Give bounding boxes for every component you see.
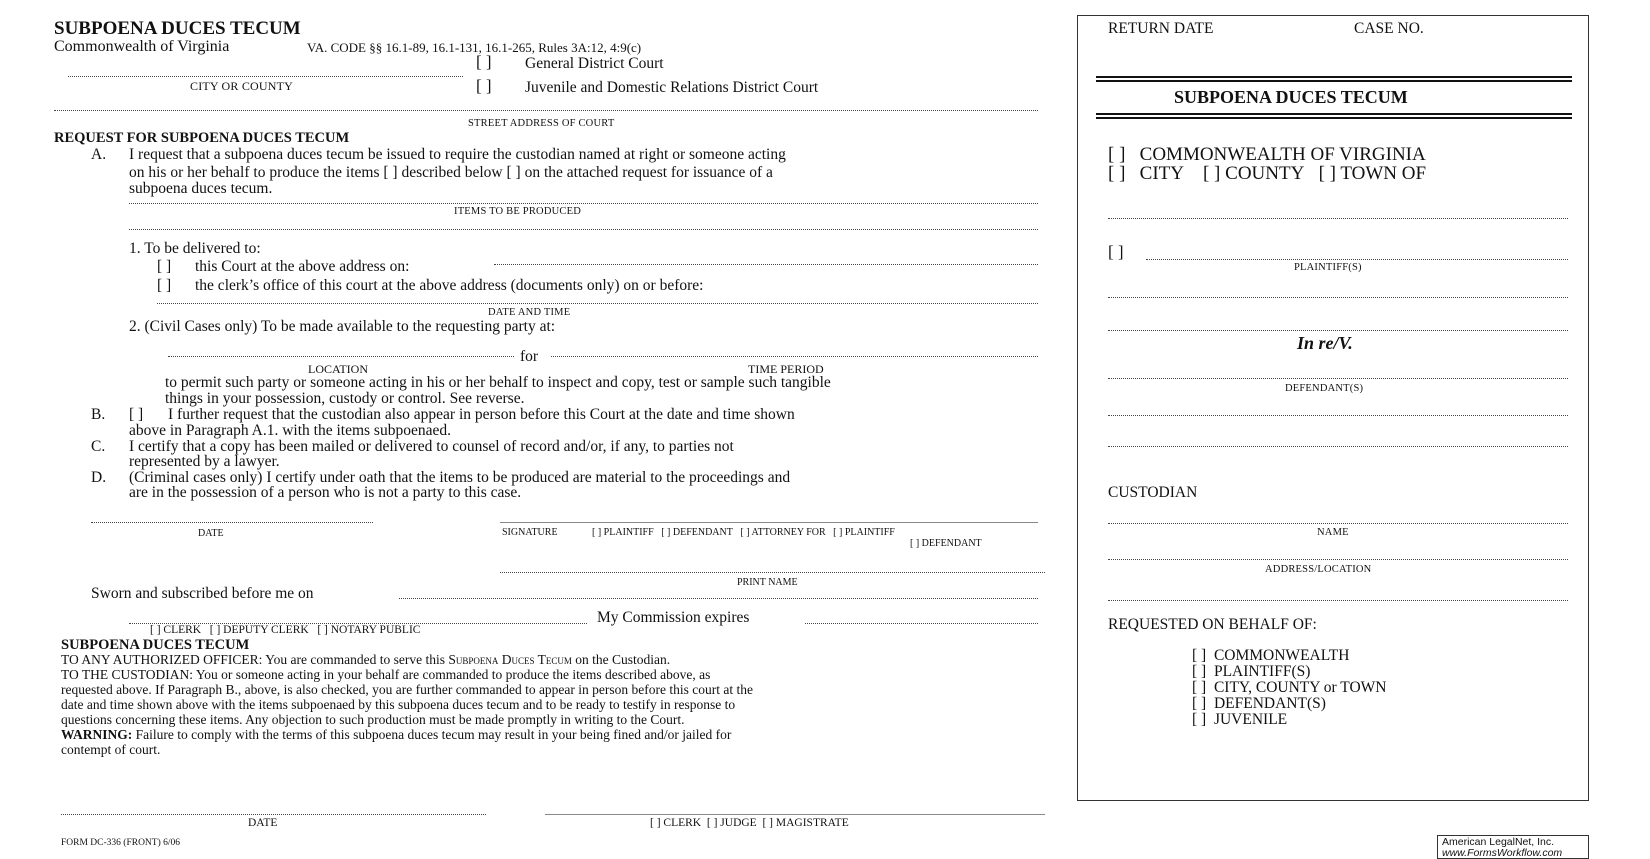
signer-judge-checkbox[interactable]: [ ] xyxy=(706,817,718,829)
case-no-label: CASE NO. xyxy=(1354,20,1424,37)
request-date-line[interactable] xyxy=(91,522,373,523)
sig-attorney-checkbox[interactable]: [ ] xyxy=(740,527,750,538)
panel-town-label: TOWN OF xyxy=(1340,163,1427,184)
sig-plaintiff-label: PLAINTIFF xyxy=(603,527,654,538)
form-title: SUBPOENA DUCES TECUM xyxy=(54,18,301,39)
panel-county-label: COUNTY xyxy=(1225,163,1305,184)
signer-clerk-label: CLERK xyxy=(663,817,702,829)
panel-city-checkbox[interactable]: [ ] xyxy=(1108,163,1126,184)
behalf-defendants-label: DEFENDANT(S) xyxy=(1213,695,1326,712)
time-period-line[interactable] xyxy=(551,356,1038,357)
city-county-label: CITY OR COUNTY xyxy=(190,79,294,93)
para-b-marker: B. xyxy=(91,406,106,423)
sig-defendant-checkbox[interactable]: [ ] xyxy=(661,527,671,538)
defendants-label: DEFENDANT(S) xyxy=(1285,383,1364,394)
time-period-label: TIME PERIOD xyxy=(748,362,824,376)
officer-deputy-label: DEPUTY CLERK xyxy=(223,624,309,636)
general-district-checkbox[interactable]: [ ] xyxy=(476,52,492,71)
custodian-label: CUSTODIAN xyxy=(1108,484,1198,501)
warning-line-1 xyxy=(61,727,731,743)
command-date-line[interactable] xyxy=(61,814,486,815)
para-a-line2-mid: described below xyxy=(401,164,503,181)
para-a-marker: A. xyxy=(91,146,107,163)
deliver-court-checkbox[interactable]: [ ] xyxy=(157,258,172,275)
sig-plaintiff-checkbox[interactable]: [ ] xyxy=(592,527,602,538)
plaintiff-line-3[interactable] xyxy=(1108,330,1568,331)
print-name-line[interactable] xyxy=(500,572,1045,573)
va-code: VA. CODE §§ 16.1-89, 16.1-131, 16.1-265, Rules 3A:12, 4:9(c) xyxy=(307,40,642,55)
brand-box xyxy=(1437,835,1589,859)
plaintiff-checkbox[interactable]: [ ] xyxy=(1108,242,1124,261)
street-address-line[interactable] xyxy=(54,110,1038,111)
custodian-line-3: date and time shown above with the items subpoenaed by this subpoena duces tecum and to be ready to testify in response to xyxy=(61,697,736,712)
defendant-line[interactable] xyxy=(1108,378,1568,379)
sig-defendant-label: DEFENDANT xyxy=(672,527,733,538)
for-word: for xyxy=(520,348,539,365)
behalf-plaintiffs-label: PLAINTIFF(S) xyxy=(1213,663,1311,680)
attached-request-checkbox[interactable]: [ ] xyxy=(506,164,521,181)
deliver-clerk-date-line[interactable] xyxy=(157,303,1038,304)
para-a-line2-pre: on his or her behalf to produce the items xyxy=(129,164,380,181)
officer-command-sc: Subpoena Duces Tecum xyxy=(448,652,572,667)
deliver-clerk-label: the clerk’s office of this court at the above address (documents only) on or before: xyxy=(195,277,704,294)
form-number: FORM DC-336 (FRONT) 6/06 xyxy=(61,838,181,848)
custodian-line-1: TO THE CUSTODIAN: You or someone acting in your behalf are commanded to produce the items described above, as xyxy=(61,667,711,682)
para-c-line2: represented by a lawyer. xyxy=(129,453,280,470)
officer-notary-label: NOTARY PUBLIC xyxy=(330,624,421,636)
deliver-heading: 1. To be delivered to: xyxy=(129,240,261,257)
officer-notary-checkbox[interactable]: [ ] xyxy=(317,624,328,636)
behalf-juvenile-label: JUVENILE xyxy=(1213,711,1288,728)
panel-rule-top-2 xyxy=(1096,80,1572,82)
behalf-commonwealth-label: COMMONWEALTH xyxy=(1213,647,1350,664)
panel-rule-bottom-2 xyxy=(1096,117,1572,119)
behalf-city-label: CITY, COUNTY or TOWN xyxy=(1213,679,1387,696)
sig-atty-plaintiff-label: PLAINTIFF xyxy=(844,527,895,538)
para-d-line1: (Criminal cases only) I certify under oath that the items to be produced are material to the proceedings and xyxy=(129,469,791,486)
para-a-line1: I request that a subpoena duces tecum be issued to require the custodian named at right or someone acting xyxy=(129,146,786,163)
deliver-clerk-checkbox[interactable]: [ ] xyxy=(157,277,172,294)
para-c-marker: C. xyxy=(91,438,106,455)
command-date-label: DATE xyxy=(248,817,278,829)
items-line-1[interactable] xyxy=(129,203,1038,204)
court-option-general: General District Court xyxy=(525,55,664,72)
warning-label: WARNING: xyxy=(61,727,133,742)
plaintiff-line-2[interactable] xyxy=(1108,297,1568,298)
signer-magistrate-checkbox[interactable]: [ ] xyxy=(762,817,774,829)
panel-rule-bottom-1 xyxy=(1096,113,1572,115)
signer-clerk-checkbox[interactable]: [ ] xyxy=(650,817,661,829)
officer-command-post: on the Custodian. xyxy=(571,652,671,667)
defendant-line-2[interactable] xyxy=(1108,415,1568,416)
behalf-city-checkbox[interactable]: [ ] xyxy=(1192,679,1207,696)
panel-city-label: CITY xyxy=(1139,163,1184,184)
signature-label: SIGNATURE xyxy=(502,527,558,538)
command-signature-line[interactable] xyxy=(545,814,1045,815)
panel-commonwealth-checkbox[interactable]: [ ] xyxy=(1108,144,1126,165)
para-c-line1: I certify that a copy has been mailed or delivered to counsel of record and/or, if any, to parties not xyxy=(129,438,734,455)
items-label: ITEMS TO BE PRODUCED xyxy=(454,206,582,217)
panel-county-checkbox[interactable]: [ ] xyxy=(1202,163,1221,184)
officer-command-pre: TO ANY AUTHORIZED OFFICER: You are commanded to serve this xyxy=(61,652,449,667)
court-option-jdr: Juvenile and Domestic Relations District Court xyxy=(525,79,819,96)
signature-line[interactable] xyxy=(500,522,1038,523)
custodian-line-4: questions concerning these items. Any objection to such production must be made promptly in writing to the Court. xyxy=(61,712,685,727)
plaintiff-line[interactable] xyxy=(1146,259,1568,260)
behalf-plaintiffs-checkbox[interactable]: [ ] xyxy=(1192,663,1207,680)
civil-heading: 2. (Civil Cases only) To be made available to the requesting party at: xyxy=(129,318,556,335)
officer-clerk-checkbox[interactable]: [ ] xyxy=(150,624,161,636)
para-a-line2-post: on the attached request for issuance of a xyxy=(524,164,773,181)
panel-title: SUBPOENA DUCES TECUM xyxy=(1174,87,1408,107)
behalf-juvenile-checkbox[interactable]: [ ] xyxy=(1192,711,1207,728)
behalf-defendants-checkbox[interactable]: [ ] xyxy=(1192,695,1207,712)
signer-magistrate-label: MAGISTRATE xyxy=(775,817,849,829)
defendant-line-3[interactable] xyxy=(1108,446,1568,447)
permit-line2: things in your possession, custody or control. See reverse. xyxy=(165,390,525,407)
plaintiffs-label: PLAINTIFF(S) xyxy=(1294,262,1362,273)
deliver-court-date-line[interactable] xyxy=(494,264,1038,265)
sig-atty-defendant-checkbox[interactable]: [ ] xyxy=(910,538,920,549)
return-date-label: RETURN DATE xyxy=(1108,20,1214,37)
behalf-heading: REQUESTED ON BEHALF OF: xyxy=(1108,616,1317,633)
in-re-label: In re/V. xyxy=(1297,333,1353,353)
para-d-line2: are in the possession of a person who is not a party to this case. xyxy=(129,484,522,501)
custodian-address-line-2[interactable] xyxy=(1108,600,1568,601)
behalf-commonwealth-checkbox[interactable]: [ ] xyxy=(1192,647,1207,664)
para-a-line3: subpoena duces tecum. xyxy=(129,180,273,197)
jdr-district-checkbox[interactable]: [ ] xyxy=(476,76,492,95)
location-line[interactable] xyxy=(168,356,514,357)
print-name-label: PRINT NAME xyxy=(737,577,798,588)
sig-attorney-label: ATTORNEY FOR xyxy=(751,527,826,538)
permit-line1: to permit such party or someone acting in his or her behalf to inspect and copy, test or sample such tangible xyxy=(165,374,831,391)
address-label: ADDRESS/LOCATION xyxy=(1265,564,1372,575)
warning-text: Failure to comply with the terms of this subpoena duces tecum may result in your being fined and/or jailed for xyxy=(132,727,732,742)
panel-commonwealth-label: COMMONWEALTH OF VIRGINIA xyxy=(1139,144,1426,165)
commission-label: My Commission expires xyxy=(597,609,750,626)
officer-deputy-checkbox[interactable]: [ ] xyxy=(209,624,221,636)
para-b-line1: I further request that the custodian also appear in person before this Court at the date and time shown xyxy=(168,406,795,423)
custodian-line-2: requested above. If Paragraph B., above, is also checked, you are further commanded to appear in person before this court at the xyxy=(61,682,753,697)
sig-atty-defendant-label: DEFENDANT xyxy=(921,538,982,549)
request-heading: REQUEST FOR SUBPOENA DUCES TECUM xyxy=(54,130,350,146)
warning-line-2: contempt of court. xyxy=(61,742,161,757)
command-heading: SUBPOENA DUCES TECUM xyxy=(61,637,250,653)
officer-clerk-label: CLERK xyxy=(163,624,202,636)
sworn-date-line[interactable] xyxy=(399,598,1038,599)
items-line-2[interactable] xyxy=(129,229,1038,230)
commonwealth-label: Commonwealth of Virginia xyxy=(54,38,230,55)
officer-command xyxy=(61,652,670,668)
city-county-line[interactable] xyxy=(68,76,463,77)
panel-rule-top-1 xyxy=(1096,76,1572,78)
sig-atty-plaintiff-checkbox[interactable]: [ ] xyxy=(833,527,843,538)
custodian-name-line[interactable] xyxy=(1108,523,1568,524)
name-label: NAME xyxy=(1317,527,1349,538)
para-b-checkbox[interactable]: [ ] xyxy=(129,406,144,423)
street-address-label: STREET ADDRESS OF COURT xyxy=(468,118,615,129)
jurisdiction-line[interactable] xyxy=(1108,218,1568,219)
items-below-checkbox[interactable]: [ ] xyxy=(383,164,398,181)
panel-town-checkbox[interactable]: [ ] xyxy=(1318,163,1336,184)
request-date-label: DATE xyxy=(198,528,224,539)
deliver-court-label: this Court at the above address on: xyxy=(195,258,410,275)
brand-line-1: American LegalNet, Inc. xyxy=(1442,836,1555,848)
custodian-address-line[interactable] xyxy=(1108,559,1568,560)
signer-judge-label: JUDGE xyxy=(720,817,757,829)
commission-date-line[interactable] xyxy=(805,623,1038,624)
date-time-label: DATE AND TIME xyxy=(488,307,571,318)
para-d-marker: D. xyxy=(91,469,107,486)
sworn-label: Sworn and subscribed before me on xyxy=(91,585,314,602)
para-b-line2: above in Paragraph A.1. with the items subpoenaed. xyxy=(129,422,451,439)
location-label: LOCATION xyxy=(308,362,368,376)
brand-line-2[interactable]: www.FormsWorkflow.com xyxy=(1442,847,1563,859)
